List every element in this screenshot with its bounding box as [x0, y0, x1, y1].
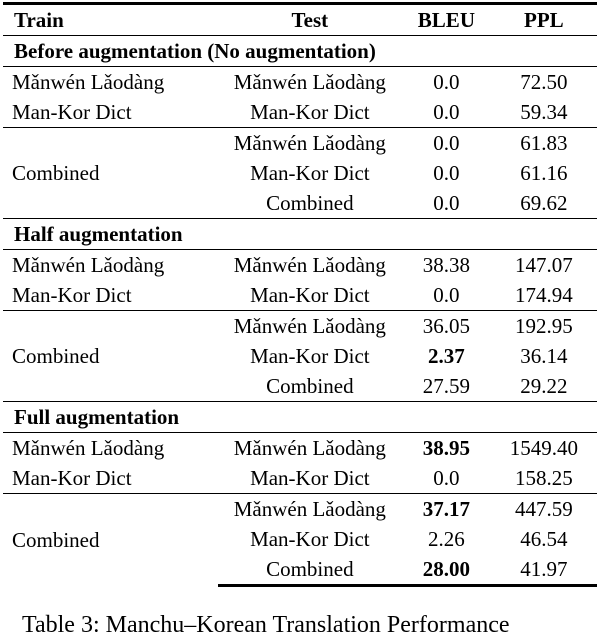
header-ppl: PPL [491, 4, 597, 36]
bleu-cell: 36.05 [402, 311, 491, 342]
ppl-cell: 61.83 [491, 128, 597, 159]
header-train: Train [3, 4, 218, 36]
test-cell: Combined [218, 554, 403, 586]
train-cell: Combined [3, 128, 218, 219]
train-cell: Combined [3, 311, 218, 402]
test-cell: Man-Kor Dict [250, 466, 370, 490]
table-body [3, 36, 597, 586]
test-cell: Mǎnwén Lǎodàng [218, 128, 403, 159]
table-row [3, 433, 597, 464]
bleu-cell: 0.0 [402, 67, 491, 98]
section-row [3, 219, 597, 250]
test-cell: Mǎnwén Lǎodàng [218, 494, 403, 525]
ppl-cell: 174.94 [514, 283, 573, 307]
ppl-cell: 1549.40 [491, 433, 597, 464]
test-cell: Man-Kor Dict [250, 344, 370, 368]
bleu-cell: 37.17 [402, 494, 491, 525]
table-row [3, 128, 597, 159]
table-row [3, 463, 597, 494]
ppl-cell: 447.59 [491, 494, 597, 525]
test-cell: Combined [266, 374, 354, 398]
header-row [3, 4, 597, 36]
bleu-cell: 0.0 [433, 283, 460, 307]
table-row [3, 97, 597, 128]
train-cell: Man-Kor Dict [12, 100, 132, 124]
bleu-cell: 27.59 [422, 374, 471, 398]
ppl-cell: 36.14 [520, 344, 568, 368]
ppl-cell: 69.62 [520, 191, 568, 215]
ppl-cell: 59.34 [520, 100, 568, 124]
ppl-cell: 61.16 [520, 161, 568, 185]
ppl-cell: 147.07 [491, 250, 597, 281]
results-table [3, 2, 597, 587]
ppl-cell: 72.50 [491, 67, 597, 98]
header-test: Test [218, 4, 403, 36]
train-cell: Man-Kor Dict [12, 283, 132, 307]
bleu-cell: 0.0 [433, 161, 460, 185]
table-row [3, 494, 597, 525]
test-cell: Mǎnwén Lǎodàng [218, 433, 403, 464]
section-title: Before augmentation (No augmentation) [3, 36, 597, 67]
table-row [3, 67, 597, 98]
test-cell: Combined [266, 191, 354, 215]
train-cell: Combined [3, 494, 218, 586]
test-cell: Mǎnwén Lǎodàng [218, 311, 403, 342]
section-row [3, 402, 597, 433]
table-row [3, 280, 597, 311]
train-cell: Man-Kor Dict [12, 466, 132, 490]
test-cell: Mǎnwén Lǎodàng [218, 250, 403, 281]
bleu-cell: 0.0 [433, 191, 460, 215]
test-cell: Man-Kor Dict [250, 100, 370, 124]
bleu-cell: 38.38 [402, 250, 491, 281]
section-row [3, 36, 597, 67]
table-row [3, 311, 597, 342]
table-row [3, 250, 597, 281]
ppl-cell: 29.22 [520, 374, 568, 398]
test-cell: Mǎnwén Lǎodàng [218, 67, 403, 98]
ppl-cell: 158.25 [514, 466, 573, 490]
test-cell: Man-Kor Dict [250, 527, 370, 551]
bleu-cell: 2.37 [428, 344, 465, 368]
train-cell: Mǎnwén Lǎodàng [3, 67, 218, 98]
ppl-cell: 46.54 [520, 527, 568, 551]
ppl-cell: 192.95 [491, 311, 597, 342]
bleu-cell: 0.0 [433, 100, 460, 124]
bleu-cell: 28.00 [402, 554, 491, 586]
bleu-cell: 0.0 [433, 466, 460, 490]
section-title: Half augmentation [3, 219, 597, 250]
table-caption: Table 3: Manchu–Korean Translation Performance [22, 612, 510, 638]
bleu-cell: 38.95 [402, 433, 491, 464]
ppl-cell: 41.97 [491, 554, 597, 586]
bleu-cell: 0.0 [402, 128, 491, 159]
test-cell: Man-Kor Dict [250, 161, 370, 185]
train-cell: Mǎnwén Lǎodàng [3, 433, 218, 464]
bleu-cell: 2.26 [428, 527, 465, 551]
section-title: Full augmentation [3, 402, 597, 433]
header-bleu: BLEU [402, 4, 491, 36]
test-cell: Man-Kor Dict [250, 283, 370, 307]
train-cell: Mǎnwén Lǎodàng [3, 250, 218, 281]
